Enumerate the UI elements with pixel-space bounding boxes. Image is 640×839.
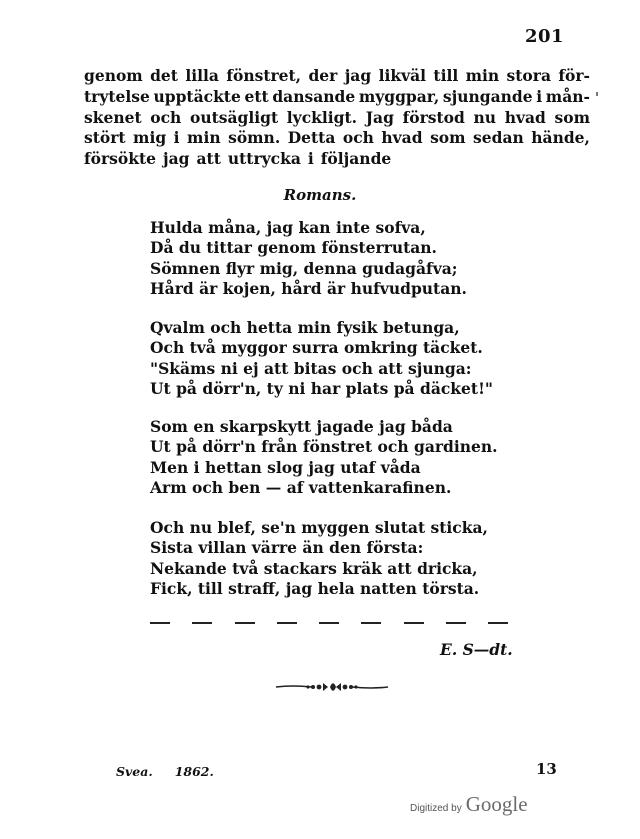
prose-word: hvad	[381, 128, 423, 148]
footer-source-name: Svea.	[116, 764, 153, 779]
prose-word: det	[150, 66, 178, 85]
verse-line: Fick, till straff, jag hela natten törsta.	[150, 578, 480, 598]
prose-word: dansande	[272, 86, 356, 106]
prose-word: mån-	[545, 86, 590, 106]
google-logo: Google	[465, 792, 528, 816]
ornament-divider-icon	[272, 681, 392, 693]
prose-word: i	[173, 128, 180, 148]
prose-word: i	[536, 86, 543, 106]
prose-word: sjungande	[442, 86, 533, 106]
prose-word: der	[308, 66, 338, 85]
prose-word: och	[342, 128, 374, 148]
verse-line: Som en skarpskytt jagade jag båda	[150, 417, 453, 436]
prose-word: upptäckte	[153, 86, 241, 106]
prose-word: lyckligt.	[286, 107, 358, 127]
verse-line: "Skäms ni ej att bitas och att sjunga:	[150, 358, 472, 378]
prose-word: uttrycka	[227, 149, 301, 169]
verse-line: Sista villan värre än den första:	[150, 538, 424, 558]
verse-line: Ut på dörr'n från fönstret och gardinen.	[150, 437, 498, 457]
verse-line: Arm och ben — af vattenkarafinen.	[150, 477, 452, 497]
prose-word: hvad	[504, 107, 546, 127]
prose-line	[84, 108, 590, 129]
digitized-watermark	[410, 792, 528, 817]
prose-word: stört	[84, 128, 126, 148]
prose-word: myggpar,	[358, 86, 440, 106]
dash	[235, 622, 255, 624]
verse-line: Och två myggor surra omkring täcket.	[150, 338, 483, 358]
verse-line: Nekande två stackars kräk att dricka,	[150, 558, 478, 578]
dash	[488, 622, 508, 624]
verse-line: Qvalm och hetta min fysik betunga,	[150, 318, 460, 337]
prose-line	[84, 66, 590, 87]
prose-word: nu	[473, 107, 497, 127]
footer-source	[116, 764, 214, 779]
prose-word: trytelse	[84, 86, 150, 106]
stanza-1	[150, 218, 467, 299]
dash	[192, 622, 212, 624]
scan-edge-mark	[596, 92, 598, 96]
stanza-3	[150, 417, 498, 498]
prose-word: mig	[133, 128, 167, 148]
stanza-2	[150, 318, 493, 399]
prose-word: Jag	[365, 107, 394, 127]
author-signature: E. S—dt.	[440, 640, 513, 659]
dash	[277, 622, 297, 624]
prose-word: genom	[84, 66, 143, 85]
dash-divider	[150, 622, 508, 624]
prose-word: jag	[344, 66, 372, 85]
prose-word: följande	[320, 149, 392, 169]
verse-line: Men i hettan slog jag utaf våda	[150, 457, 421, 477]
prose-word: förstod	[402, 107, 465, 127]
prose-word: försökte	[84, 149, 156, 169]
verse-line: Då du tittar genom fönsterrutan.	[150, 238, 437, 258]
prose-word: likväl	[378, 66, 427, 85]
prose-word: till	[433, 66, 459, 85]
verse-line: Sömnen flyr mig, denna gudagåfva;	[150, 258, 458, 278]
prose-paragraph	[84, 66, 590, 170]
footer-sheet-number: 13	[536, 760, 557, 778]
dash	[446, 622, 466, 624]
prose-line	[84, 128, 590, 149]
verse-line: Ut på dörr'n, ty ni har plats på däcket!"	[150, 378, 493, 398]
stanza-4	[150, 518, 488, 599]
digitized-prefix: Digitized by	[410, 803, 462, 814]
dash	[361, 622, 381, 624]
prose-word: för-	[558, 66, 590, 85]
dash	[404, 622, 424, 624]
prose-line	[84, 149, 590, 170]
prose-word: i	[307, 149, 314, 169]
prose-word: jag	[163, 149, 190, 169]
prose-word: Detta	[287, 128, 336, 148]
prose-line	[84, 87, 590, 108]
prose-word: sedan	[473, 128, 524, 148]
page-number: 201	[525, 26, 565, 47]
poem-title: Romans.	[283, 186, 357, 204]
prose-word: fönstret,	[226, 66, 302, 85]
prose-word: min	[187, 128, 221, 148]
prose-word: outsägligt	[189, 107, 279, 127]
dash	[319, 622, 339, 624]
prose-word: min	[465, 66, 500, 85]
prose-word: att	[196, 149, 221, 169]
prose-word: skenet	[84, 107, 142, 127]
prose-word: ett	[244, 86, 269, 106]
verse-line: Hård är kojen, hård är hufvudputan.	[150, 278, 467, 298]
dash	[150, 622, 170, 624]
prose-word: som	[430, 128, 466, 148]
prose-word: och	[150, 107, 182, 127]
prose-word: lilla	[185, 66, 219, 85]
prose-word: stora	[506, 66, 551, 85]
verse-line: Hulda måna, jag kan inte sofva,	[150, 218, 426, 237]
verse-line: Och nu blef, se'n myggen slutat sticka,	[150, 518, 488, 537]
prose-word: hände,	[531, 128, 590, 148]
prose-word: sömn.	[228, 128, 281, 148]
prose-word: som	[554, 107, 590, 127]
footer-year: 1862.	[174, 764, 214, 779]
